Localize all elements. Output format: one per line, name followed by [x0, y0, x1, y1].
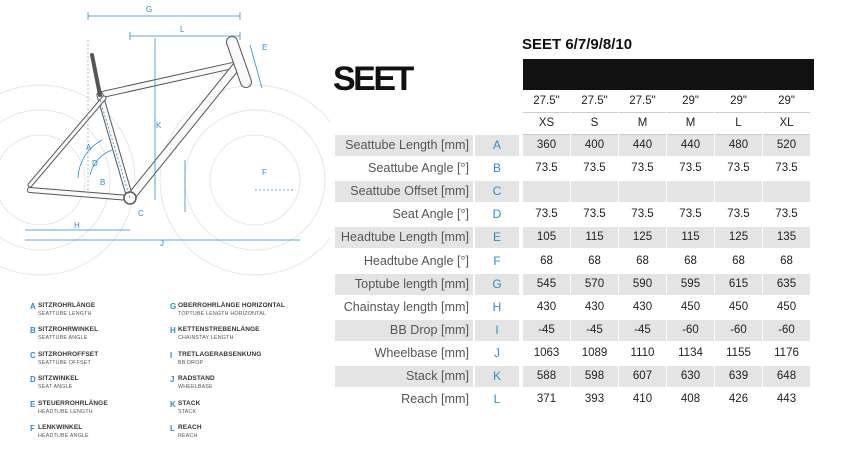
value-cell: -60: [667, 320, 714, 343]
value-cell: 68: [715, 251, 762, 274]
row-label: [335, 389, 473, 412]
value-cell: 73.5: [715, 204, 762, 227]
value-cell: 410: [619, 389, 666, 412]
legend-english: BB DROP: [178, 359, 204, 366]
value-cell: 68: [523, 251, 570, 274]
legend-item: [30, 375, 170, 399]
legend-item: [170, 302, 310, 326]
legend-english: SEATTUBE OFFSET: [38, 359, 91, 366]
value-cell: 450: [763, 297, 810, 320]
diagram-label-c: C: [138, 209, 144, 218]
frame-size-cell: M: [619, 113, 666, 135]
wheel-size-row: [0, 91, 795, 113]
table-row: [335, 227, 815, 250]
value-cell: 125: [715, 227, 762, 250]
value-cell: 393: [571, 389, 618, 412]
value-cell: 430: [523, 297, 570, 320]
legend-english: SEATTUBE ANGLE: [38, 335, 88, 342]
row-letter: E: [475, 227, 519, 250]
row-label-text: Chainstay length [mm]: [343, 299, 469, 314]
value-cell: [571, 181, 618, 204]
table-row: [335, 251, 815, 274]
value-cell: 607: [619, 366, 666, 389]
value-cell: 545: [523, 274, 570, 297]
value-cell: 635: [763, 274, 810, 297]
table-row: [335, 343, 815, 366]
legend-item: [30, 350, 173, 375]
row-label-text: Stack [mm]: [406, 369, 469, 383]
value-cell: 115: [667, 227, 714, 250]
value-cell: 450: [667, 297, 714, 320]
value-cell: 570: [571, 274, 618, 297]
value-cell: 1176: [763, 343, 810, 366]
legend-item: [30, 302, 170, 326]
row-letter: H: [475, 297, 519, 320]
legend-letter: L: [170, 423, 175, 433]
wheel-size-cell: 27.5": [571, 91, 618, 113]
diagram-label-d: D: [92, 159, 98, 168]
row-letter: J: [475, 343, 519, 366]
legend-item: [170, 326, 310, 350]
value-cell: 73.5: [619, 204, 666, 227]
legend-letter: I: [170, 350, 173, 360]
row-label: [335, 181, 473, 204]
row-label-text: Seattube Offset [mm]: [350, 184, 469, 199]
value-cell: 73.5: [715, 158, 762, 181]
table-row: [335, 204, 815, 227]
value-cell: 400: [571, 135, 618, 158]
row-letter: A: [475, 135, 519, 158]
row-letter: D: [475, 204, 519, 227]
legend-english: CHAINSTAY LENGTH: [178, 335, 234, 342]
legend-letter: K: [170, 399, 176, 409]
legend-item: [170, 375, 310, 399]
value-cell: 590: [619, 274, 666, 297]
row-label: [335, 274, 473, 297]
row-label-text: Toptube length [mm]: [354, 276, 469, 291]
value-cell: 443: [763, 389, 810, 412]
legend-german: SITZROHRLÄNGE: [38, 302, 96, 309]
diagram-label-l: L: [180, 25, 185, 34]
value-cell: 588: [523, 366, 570, 389]
legend-german: TRETLAGERABSENKUNG: [178, 350, 262, 358]
value-cell: -45: [523, 320, 570, 343]
row-label: [335, 227, 473, 250]
value-cell: [763, 181, 810, 204]
value-cell: 73.5: [571, 204, 618, 227]
row-label-text: Seat Angle [°]: [392, 207, 469, 222]
value-cell: 1063: [523, 343, 570, 366]
diagram-label-b: B: [100, 178, 106, 187]
value-cell: 73.5: [523, 158, 570, 181]
value-cell: 73.5: [667, 204, 714, 227]
wheel-size-cell: 29": [667, 91, 714, 113]
frame-size-row: [0, 113, 794, 135]
value-cell: 1155: [715, 343, 762, 366]
legend-german: STEUERROHRLÄNGE: [38, 399, 108, 407]
row-label-text: Headtube Angle [°]: [363, 253, 469, 268]
legend-german: STACK: [178, 399, 201, 407]
value-cell: 426: [715, 389, 762, 412]
table-row: [335, 274, 815, 297]
value-cell: 430: [619, 297, 666, 320]
row-label-text: Reach [mm]: [401, 392, 469, 407]
frame-geometry-diagram: [0, 0, 330, 290]
row-letter: L: [475, 389, 519, 412]
frame-size-cell: L: [715, 113, 762, 135]
value-cell: 595: [667, 274, 714, 297]
value-cell: 440: [619, 135, 666, 158]
legend-letter: E: [30, 399, 36, 409]
frame-size-cell: M: [667, 113, 714, 135]
value-cell: [523, 181, 570, 204]
value-cell: 115: [571, 227, 618, 250]
value-cell: 371: [523, 389, 570, 412]
legend-english: WHEELBASE: [178, 384, 213, 391]
value-cell: 598: [571, 366, 618, 389]
legend-item: [30, 400, 170, 424]
row-label: [335, 158, 473, 181]
frame-size-cell: XL: [763, 113, 810, 135]
value-cell: 615: [715, 274, 762, 297]
legend-column-right: [170, 302, 310, 448]
value-cell: 1089: [571, 343, 618, 366]
legend-english: TOPTUBE LENGTH HORIZONTAL: [178, 311, 267, 317]
row-label-text: Seattube Angle [°]: [368, 161, 469, 176]
legend-german: SITZROHRWINKEL: [38, 326, 99, 334]
frame-size-cell: XS: [523, 113, 570, 135]
value-cell: 430: [571, 297, 618, 320]
legend-item: [170, 351, 310, 375]
row-label-text: Headtube Length [mm]: [340, 230, 469, 245]
value-cell: 1134: [667, 343, 714, 366]
value-cell: 105: [523, 227, 570, 250]
wheel-size-cell: 29": [763, 91, 810, 113]
legend-letter: C: [30, 350, 36, 360]
value-cell: 73.5: [619, 158, 666, 181]
legend-letter: D: [30, 375, 36, 385]
value-cell: 73.5: [763, 158, 810, 181]
wheel-size-cell: 29": [715, 91, 762, 113]
row-label-text: BB Drop [mm]: [389, 322, 469, 337]
legend-letter: F: [30, 423, 35, 433]
value-cell: -60: [715, 320, 762, 343]
diagram-label-h: H: [74, 221, 80, 230]
legend-item: [170, 400, 310, 424]
value-cell: 630: [667, 366, 714, 389]
wheel-size-cell: 27.5": [523, 91, 570, 113]
header-bar: [523, 59, 814, 90]
legend-english: STACK: [178, 408, 197, 415]
table-row: [335, 135, 815, 158]
diagram-label-g: G: [146, 5, 153, 14]
value-cell: -45: [619, 320, 666, 343]
legend-letter: J: [170, 375, 175, 385]
diagram-label-k: K: [156, 121, 162, 130]
legend-german: SITZROHROFFSET: [38, 350, 99, 358]
legend-english: SEAT ANGLE: [38, 384, 73, 391]
legend-letter: B: [30, 326, 36, 336]
row-letter: K: [475, 366, 519, 389]
row-letter: F: [475, 251, 519, 274]
value-cell: 480: [715, 135, 762, 158]
diagram-label-e: E: [262, 43, 268, 52]
row-label-text: Wheelbase [mm]: [374, 345, 469, 360]
legend-german: LENKWINKEL: [38, 423, 83, 431]
value-cell: [715, 181, 762, 204]
row-letter: G: [475, 274, 519, 297]
value-cell: 73.5: [571, 158, 618, 181]
value-cell: 1110: [619, 343, 666, 366]
row-label: [335, 204, 473, 227]
legend-german: KETTENSTREBENLÄNGE: [178, 326, 260, 334]
row-label: [335, 343, 473, 366]
legend-german: RADSTAND: [178, 375, 215, 383]
legend-german: SITZWINKEL: [38, 375, 79, 383]
diagram-label-a: A: [86, 143, 92, 152]
value-cell: 408: [667, 389, 714, 412]
value-cell: 135: [763, 227, 810, 250]
value-cell: 68: [763, 251, 810, 274]
legend-german: OBERROHRLÄNGE HORIZONTAL: [178, 302, 285, 309]
value-cell: 639: [715, 366, 762, 389]
row-label: [335, 251, 473, 274]
wheel-size-cell: 27.5": [619, 91, 666, 113]
value-cell: -60: [763, 320, 810, 343]
table-row: [335, 158, 815, 181]
legend-english: HEADTUBE LENGTH: [38, 408, 93, 415]
row-letter: I: [475, 320, 519, 343]
legend-english: REACH: [178, 432, 198, 439]
legend-english: HEADTUBE ANGLE: [38, 432, 89, 439]
row-letter: B: [475, 158, 519, 181]
table-title: SEET 6/7/9/8/10: [522, 36, 633, 53]
frame-size-cell: S: [571, 113, 618, 135]
table-row: [335, 181, 815, 204]
value-cell: 450: [715, 297, 762, 320]
value-cell: 360: [523, 135, 570, 158]
table-row: [335, 320, 815, 343]
table-row: [335, 297, 815, 320]
value-cell: 125: [619, 227, 666, 250]
value-cell: 73.5: [763, 204, 810, 227]
legend-english: SEATTUBE LENGTH: [38, 311, 92, 317]
row-label-text: Seattube Length [mm]: [345, 138, 469, 152]
legend-item: [30, 326, 170, 350]
value-cell: [667, 181, 714, 204]
value-cell: 68: [667, 251, 714, 274]
row-label: [335, 320, 473, 343]
legend-letter: A: [30, 302, 36, 311]
legend-german: REACH: [178, 423, 202, 431]
legend-letter: G: [170, 302, 177, 311]
value-cell: 73.5: [523, 204, 570, 227]
value-cell: 520: [763, 135, 810, 158]
legend-item: [30, 424, 170, 448]
row-label: [335, 366, 473, 389]
legend-column-left: [30, 302, 173, 448]
value-cell: -45: [571, 320, 618, 343]
table-row: [335, 389, 815, 412]
value-cell: 440: [667, 135, 714, 158]
legend-letter: H: [170, 326, 176, 336]
value-cell: 73.5: [667, 158, 714, 181]
row-letter: C: [475, 181, 519, 204]
value-cell: 648: [763, 366, 810, 389]
row-label: [335, 297, 473, 320]
diagram-label-j: J: [160, 239, 164, 248]
row-label: [335, 135, 473, 158]
value-cell: [619, 181, 666, 204]
table-row: [335, 366, 815, 389]
model-name: SEET: [333, 60, 412, 98]
legend-item: [170, 424, 310, 448]
value-cell: 68: [571, 251, 618, 274]
diagram-label-f: F: [262, 168, 267, 177]
value-cell: 68: [619, 251, 666, 274]
